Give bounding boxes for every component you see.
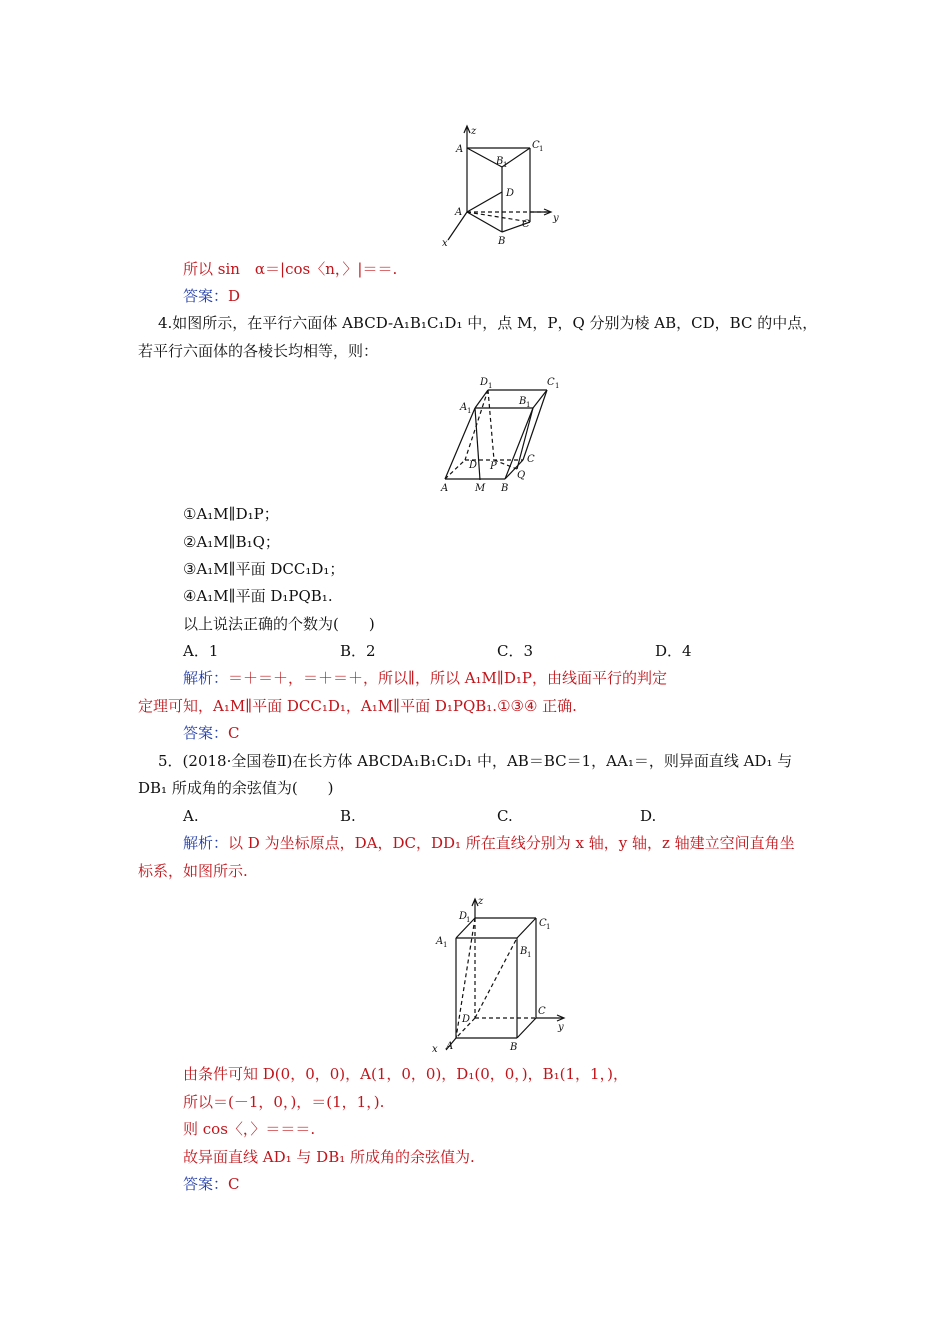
svg-text:B: B — [496, 156, 504, 167]
svg-text:C: C — [527, 454, 535, 465]
svg-text:D: D — [506, 188, 515, 199]
svg-text:y: y — [558, 1022, 564, 1033]
q5-option-a: A. — [183, 807, 199, 825]
svg-text:1: 1 — [443, 941, 448, 949]
q4-answer: 答案：C — [183, 724, 240, 742]
q4-question: 以上说法正确的个数为( ) — [183, 615, 375, 633]
edge-ad — [467, 192, 502, 212]
svg-text:B: B — [519, 396, 527, 407]
svg-text:C: C — [532, 140, 540, 151]
svg-text:1: 1 — [555, 382, 560, 390]
q4-stem-line1: 4.如图所示，在平行六面体 ABCD-A₁B₁C₁D₁ 中，点 M，P，Q 分别为棱 AB，CD，BC 的中点， — [158, 314, 818, 332]
q5-stem-line2: DB₁ 所成角的余弦值为( ) — [138, 779, 334, 797]
figure-cuboid-coordinates — [428, 892, 573, 1056]
q4-statement-3: ③A₁M∥平面 DCC₁D₁； — [183, 560, 345, 578]
svg-text:C: C — [522, 219, 530, 230]
svg-text:1: 1 — [503, 161, 508, 169]
svg-text:x: x — [432, 1044, 438, 1055]
svg-text:D: D — [462, 1014, 471, 1025]
q5-option-c: C. — [497, 807, 513, 825]
svg-text:B: B — [520, 946, 528, 957]
svg-text:A: A — [460, 402, 468, 413]
q4-statement-1: ①A₁M∥D₁P； — [183, 505, 279, 523]
q5-work-line3: 则 cos〈，〉＝＝＝. — [183, 1120, 316, 1138]
svg-text:M: M — [475, 483, 486, 494]
q4-statement-2: ②A₁M∥B₁Q； — [183, 533, 280, 551]
q5-stem-line1: 5．(2018·全国卷Ⅱ)在长方体 ABCDA₁B₁C₁D₁ 中，AB＝BC＝1，AA₁＝，则异面直线 AD₁ 与 — [158, 752, 793, 770]
q4-statement-4: ④A₁M∥平面 D₁PQB₁. — [183, 587, 333, 605]
svg-text:1: 1 — [527, 951, 532, 959]
svg-text:D: D — [480, 377, 489, 388]
q4-stem-line2: 若平行六面体的各棱长均相等，则： — [138, 342, 379, 360]
svg-text:B: B — [501, 483, 509, 494]
q4-option-a: A．1 — [183, 642, 219, 660]
svg-text:1: 1 — [539, 145, 544, 153]
svg-text:A: A — [436, 936, 444, 947]
svg-text:1: 1 — [526, 401, 531, 409]
figure-prism-coordinates — [440, 122, 570, 250]
figure-parallelepiped — [435, 372, 575, 496]
svg-text:1: 1 — [488, 382, 493, 390]
svg-text:1: 1 — [467, 407, 472, 415]
q5-option-d: D. — [640, 807, 657, 825]
q5-solution-line2: 标系，如图所示. — [138, 862, 248, 880]
q5-solution-line1: 解析：以 D 为坐标原点，DA，DC，DD₁ 所在直线分别为 x 轴，y 轴，z 轴建立空间直角坐 — [183, 834, 795, 852]
svg-text:y: y — [553, 213, 559, 224]
svg-text:B: B — [510, 1042, 518, 1053]
q3-solution-line: 所以 sin α＝|cos〈n，〉|＝＝. — [183, 260, 398, 278]
svg-text:D: D — [459, 911, 468, 922]
q5-work-line1: 由条件可知 D(0，0，0)，A(1，0，0)，D₁(0，0，)，B₁(1，1，)， — [183, 1065, 628, 1083]
svg-text:1: 1 — [546, 923, 551, 931]
svg-text:z: z — [471, 126, 477, 137]
svg-text:C: C — [547, 377, 555, 388]
q4-option-d: D．4 — [655, 642, 692, 660]
svg-text:Q: Q — [517, 470, 526, 481]
svg-text:1: 1 — [466, 916, 471, 924]
q4-option-b: B．2 — [340, 642, 376, 660]
q4-option-c: C．3 — [497, 642, 534, 660]
q3-answer: 答案：D — [183, 287, 241, 305]
q5-option-b: B. — [340, 807, 356, 825]
q5-work-line4: 故异面直线 AD₁ 与 DB₁ 所成角的余弦值为. — [183, 1148, 475, 1166]
q5-answer: 答案：C — [183, 1175, 240, 1193]
q5-work-line2: 所以＝(－1，0，)，＝(1，1，). — [183, 1093, 385, 1111]
svg-text:C: C — [539, 918, 547, 929]
svg-text:A: A — [456, 144, 464, 155]
svg-text:A: A — [441, 483, 449, 494]
svg-text:A: A — [455, 207, 463, 218]
svg-text:A: A — [446, 1041, 454, 1052]
svg-text:z: z — [478, 896, 484, 907]
svg-text:B: B — [498, 236, 506, 247]
svg-text:D: D — [469, 460, 478, 471]
svg-text:x: x — [442, 238, 448, 249]
svg-text:C: C — [538, 1006, 546, 1017]
q4-solution-line1: 解析：＝＋＝＋，＝＋＝＋，所以∥，所以 A₁M∥D₁P，由线面平行的判定 — [183, 669, 667, 687]
q4-solution-line2: 定理可知，A₁M∥平面 DCC₁D₁，A₁M∥平面 D₁PQB₁.①③④ 正确. — [138, 697, 577, 715]
svg-text:P: P — [490, 461, 497, 472]
